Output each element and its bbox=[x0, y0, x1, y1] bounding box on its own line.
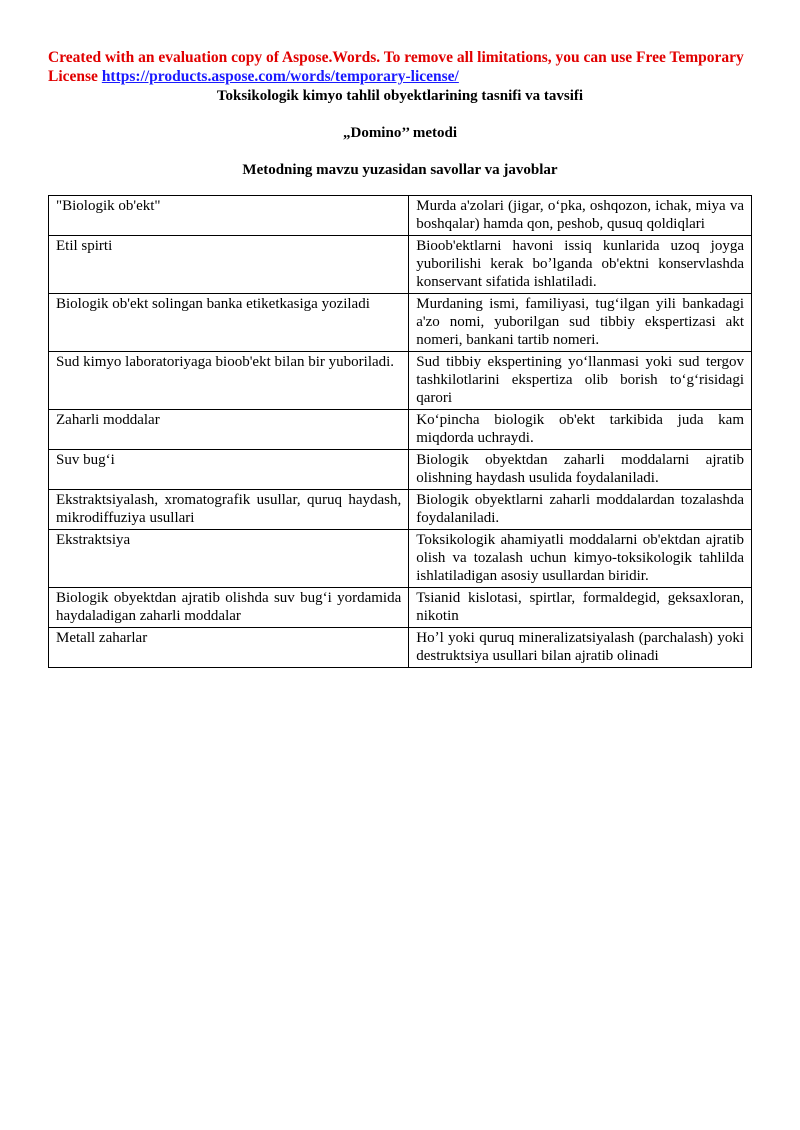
table-row bbox=[49, 628, 752, 668]
table-row bbox=[49, 236, 752, 294]
definition-cell: Murda a'zolari (jigar, oʻpka, oshqozon, ichak, miya va boshqalar) hamda qon, peshob, qusuq qoldiqlari bbox=[409, 196, 752, 236]
term-cell: Suv bugʻi bbox=[49, 450, 409, 490]
definition-cell: Biologik obyektlarni zaharli moddalardan tozalashda foydalaniladi. bbox=[409, 490, 752, 530]
definition-cell: Tsianid kislotasi, spirtlar, formaldegid, geksaxloran, nikotin bbox=[409, 588, 752, 628]
evaluation-watermark bbox=[48, 48, 748, 86]
table-row bbox=[49, 294, 752, 352]
definition-cell: Sud tibbiy ekspertining yoʻllanmasi yoki sud tergov tashkilotlarini ekspertiza olib borish toʻgʻrisidagi qarori bbox=[409, 352, 752, 410]
license-link[interactable]: https://products.aspose.com/words/temporary-license/ bbox=[101, 68, 459, 85]
definition-cell: Bioob'ektlarni havoni issiq kunlarida uzoq joyga yuborilishi kerak boʼlganda ob'ektni konservlashda konservant sifatida ishlatiladi. bbox=[409, 236, 752, 294]
watermark-text: Created with an evaluation copy of Aspose.Words. To remove all limitations, you can use Free Temporary License bbox=[48, 49, 744, 85]
definition-cell: Hoʼl yoki quruq mineralizatsiyalash (parchalash) yoki destruktsiya usullari bilan ajratib olinadi bbox=[409, 628, 752, 668]
term-cell: Ekstraktsiyalash, xromatografik usullar, quruq haydash, mikrodiffuziya usullari bbox=[49, 490, 409, 530]
definition-cell: Toksikologik ahamiyatli moddalarni ob'ektdan ajratib olish va tozalash uchun kimyo-toksikologik tahlilda ishlatiladigan asosiy usullardan biridir. bbox=[409, 530, 752, 588]
term-cell: Ekstraktsiya bbox=[49, 530, 409, 588]
term-cell: Metall zaharlar bbox=[49, 628, 409, 668]
table-row bbox=[49, 410, 752, 450]
domino-table bbox=[48, 195, 752, 668]
table-row bbox=[49, 588, 752, 628]
term-cell: Zaharli moddalar bbox=[49, 410, 409, 450]
definition-cell: Murdaning ismi, familiyasi, tugʻilgan yili bankadagi a'zo nomi, yuborilgan sud tibbiy ekspertizasi akt nomeri, bankani tartib nomeri. bbox=[409, 294, 752, 352]
table-row bbox=[49, 530, 752, 588]
table-row bbox=[49, 450, 752, 490]
definition-cell: Biologik obyektdan zaharli moddalarni ajratib olishning haydash usulida foydalaniladi. bbox=[409, 450, 752, 490]
term-cell: Biologik ob'ekt solingan banka etiketkasiga yoziladi bbox=[49, 294, 409, 352]
document-title: Toksikologik kimyo tahlil obyektlarining tasnifi va tavsifi bbox=[216, 88, 584, 104]
term-cell: "Biologik ob'ekt" bbox=[49, 196, 409, 236]
term-cell: Etil spirti bbox=[49, 236, 409, 294]
table-row bbox=[49, 196, 752, 236]
definition-cell: Koʻpincha biologik ob'ekt tarkibida juda kam miqdorda uchraydi. bbox=[409, 410, 752, 450]
term-cell: Sud kimyo laboratoriyaga bioob'ekt bilan bir yuboriladi. bbox=[49, 352, 409, 410]
domino-table-body bbox=[49, 196, 752, 668]
section-subtitle: Metodning mavzu yuzasidan savollar va javoblar bbox=[242, 162, 558, 178]
table-row bbox=[49, 490, 752, 530]
method-title: „Domino’’ metodi bbox=[342, 125, 457, 141]
table-row bbox=[49, 352, 752, 410]
term-cell: Biologik obyektdan ajratib olishda suv bugʻi yordamida haydaladigan zaharli moddalar bbox=[49, 588, 409, 628]
